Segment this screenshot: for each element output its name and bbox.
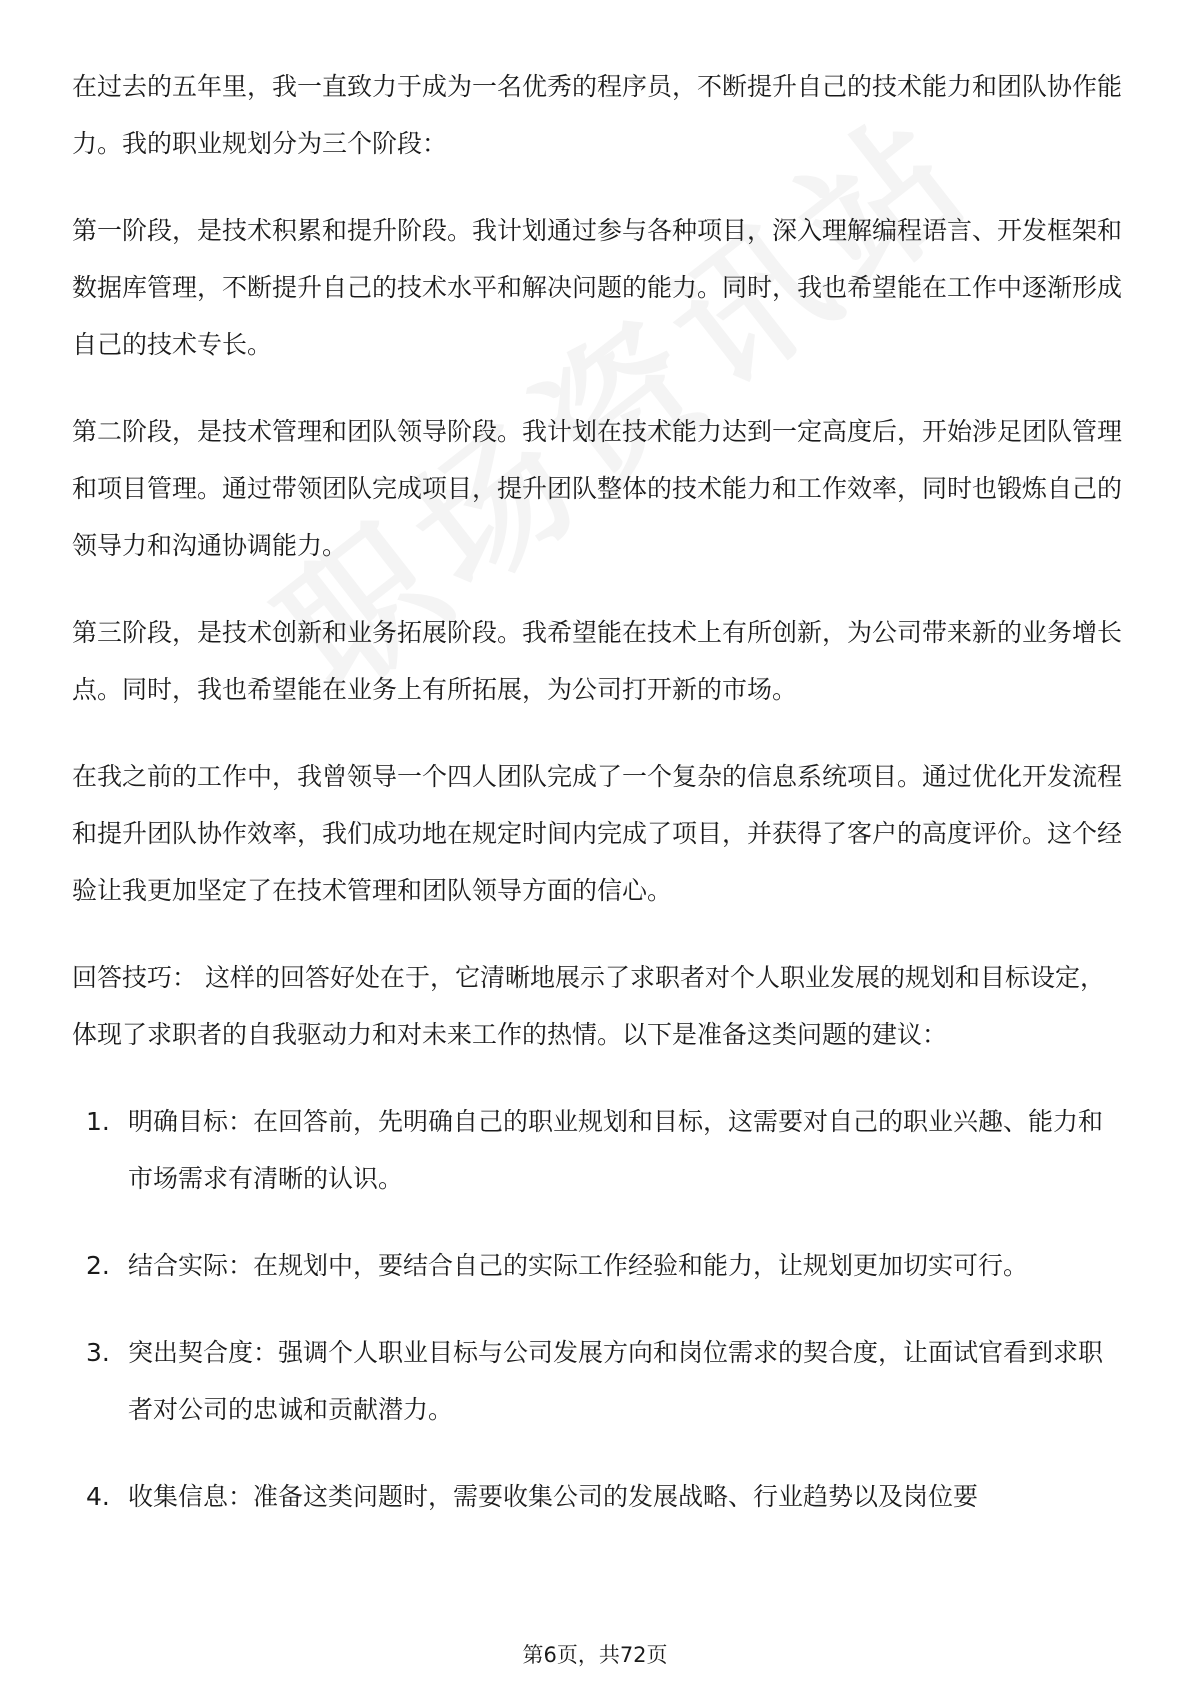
list-item-text: 结合实际：在规划中，要结合自己的实际工作经验和能力，让规划更加切实可行。: [128, 1251, 1029, 1280]
paragraph-answer-tips: 回答技巧： 这样的回答好处在于，它清晰地展示了求职者对个人职业发展的规划和目标设定，体现了求职者的自我驱动力和对未来工作的热情。以下是准备这类问题的建议：: [72, 963, 1105, 1049]
page-number: 第6页，共72页: [522, 1643, 668, 1667]
list-item: [72, 1237, 1122, 1294]
paragraph-stage-two: 第二阶段，是技术管理和团队领导阶段。我计划在技术能力达到一定高度后，开始涉足团队管理和项目管理。通过带领团队完成项目，提升团队整体的技术能力和工作效率，同时也锻炼自己的领导力和沟通协调能力。: [72, 417, 1123, 560]
list-item-number: 1.: [86, 1107, 110, 1136]
document-body: [72, 58, 1122, 1555]
list-item-number: 4.: [86, 1482, 110, 1511]
paragraph-experience: 在我之前的工作中，我曾领导一个四人团队完成了一个复杂的信息系统项目。通过优化开发流程和提升团队协作效率，我们成功地在规定时间内完成了项目，并获得了客户的高度评价。这个经验让我更加坚定了在技术管理和团队领导方面的信心。: [72, 762, 1123, 905]
list-item-text: 收集信息：准备这类问题时，需要收集公司的发展战略、行业趋势以及岗位要: [128, 1482, 979, 1511]
paragraph-intro: 在过去的五年里，我一直致力于成为一名优秀的程序员，不断提升自己的技术能力和团队协作能力。我的职业规划分为三个阶段：: [72, 72, 1123, 158]
list-item: [72, 1324, 1122, 1438]
paragraph-stage-three: 第三阶段，是技术创新和业务拓展阶段。我希望能在技术上有所创新，为公司带来新的业务增长点。同时，我也希望能在业务上有所拓展，为公司打开新的市场。: [72, 618, 1123, 704]
list-item-text: 明确目标：在回答前，先明确自己的职业规划和目标，这需要对自己的职业兴趣、能力和市场需求有清晰的认识。: [128, 1107, 1104, 1193]
list-item-text: 突出契合度：强调个人职业目标与公司发展方向和岗位需求的契合度，让面试官看到求职者对公司的忠诚和贡献潜力。: [128, 1338, 1104, 1424]
tips-list: [72, 1093, 1122, 1525]
list-item-number: 2.: [86, 1251, 110, 1280]
paragraph-stage-one: 第一阶段，是技术积累和提升阶段。我计划通过参与各种项目，深入理解编程语言、开发框架和数据库管理，不断提升自己的技术水平和解决问题的能力。同时，我也希望能在工作中逐渐形成自己的技术专长。: [72, 216, 1123, 359]
list-item-number: 3.: [86, 1338, 110, 1367]
list-item: [72, 1093, 1122, 1207]
list-item: [72, 1468, 1122, 1525]
